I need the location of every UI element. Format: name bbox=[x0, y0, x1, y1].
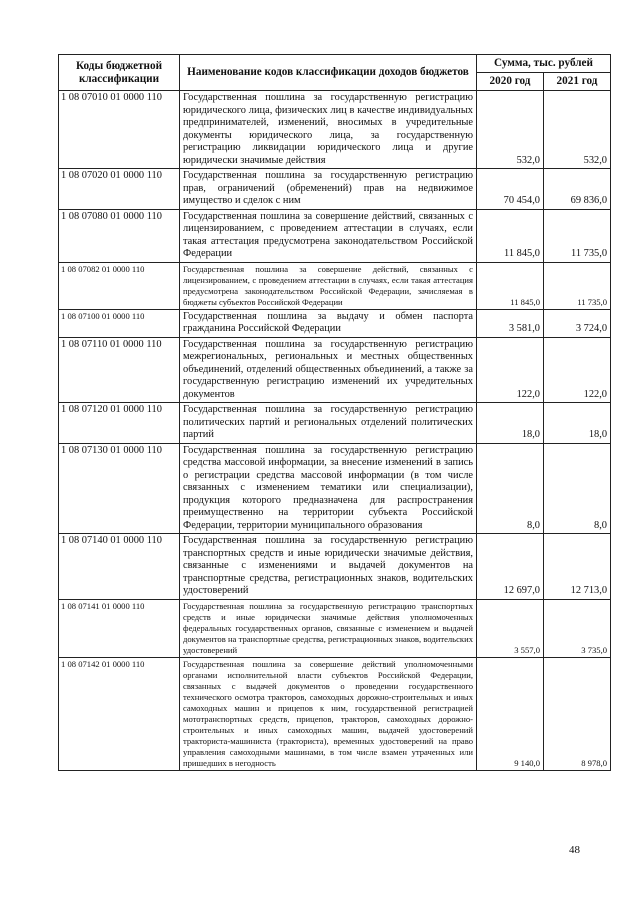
row-code: 1 08 07082 01 0000 110 bbox=[59, 262, 180, 309]
row-code: 1 08 07130 01 0000 110 bbox=[59, 443, 180, 534]
row-name: Государственная пошлина за государственную регистрацию политических партий и региональных отделений политических партий bbox=[180, 403, 477, 444]
table-row bbox=[59, 169, 611, 210]
table-row bbox=[59, 209, 611, 262]
row-code: 1 08 07142 01 0000 110 bbox=[59, 657, 180, 770]
table-row bbox=[59, 403, 611, 444]
row-value-2020: 11 845,0 bbox=[477, 262, 544, 309]
row-value-2021: 122,0 bbox=[544, 337, 611, 403]
row-name: Государственная пошлина за совершение действий, связанных с лицензированием, с проведением аттестации в случаях, если такая аттестация предусмотрена законодательством Российской Федерации, зачисляемая в бюджеты субъектов Российской Федерации bbox=[180, 262, 477, 309]
row-code: 1 08 07141 01 0000 110 bbox=[59, 599, 180, 657]
row-code: 1 08 07020 01 0000 110 bbox=[59, 169, 180, 210]
row-value-2020: 12 697,0 bbox=[477, 534, 544, 600]
row-value-2021: 8,0 bbox=[544, 443, 611, 534]
header-sum: Сумма, тыс. рублей bbox=[477, 55, 611, 73]
document-page bbox=[58, 54, 610, 771]
row-value-2020: 532,0 bbox=[477, 91, 544, 169]
row-value-2020: 9 140,0 bbox=[477, 657, 544, 770]
revenue-table bbox=[58, 54, 611, 771]
row-value-2020: 3 557,0 bbox=[477, 599, 544, 657]
row-value-2021: 8 978,0 bbox=[544, 657, 611, 770]
row-name: Государственная пошлина за государственную регистрацию средства массовой информации, за внесение изменений в запись о регистрации средства массовой информации (в том числе связанных с изменением тематики или специализации), продукция которого предназначена для распространения преимущественно на территории субъекта Российской Федерации, территории муниципального образования bbox=[180, 443, 477, 534]
table-row bbox=[59, 599, 611, 657]
table-row bbox=[59, 443, 611, 534]
header-year-2021: 2021 год bbox=[544, 73, 611, 91]
table-row bbox=[59, 309, 611, 337]
row-name: Государственная пошлина за выдачу и обмен паспорта гражданина Российской Федерации bbox=[180, 309, 477, 337]
row-value-2020: 122,0 bbox=[477, 337, 544, 403]
row-value-2020: 18,0 bbox=[477, 403, 544, 444]
row-code: 1 08 07010 01 0000 110 bbox=[59, 91, 180, 169]
row-value-2020: 8,0 bbox=[477, 443, 544, 534]
row-code: 1 08 07100 01 0000 110 bbox=[59, 309, 180, 337]
row-name: Государственная пошлина за государственную регистрацию межрегиональных, региональных и местных общественных объединений, отделений общественных объединений, а также за государственную регистрацию изменений их учредительных документов bbox=[180, 337, 477, 403]
row-name: Государственная пошлина за совершение действий, связанных с лицензированием, с проведением аттестации в случаях, если такая аттестация предусмотрена законодательством Российской Федерации bbox=[180, 209, 477, 262]
row-name: Государственная пошлина за государственную регистрацию транспортных средств и иные юридически значимые действия, связанные с изменениями и выдачей документов на транспортные средства, регистрационных знаков, водительских удостоверений bbox=[180, 534, 477, 600]
row-value-2021: 532,0 bbox=[544, 91, 611, 169]
header-name: Наименование кодов классификации доходов бюджетов bbox=[180, 55, 477, 91]
row-value-2021: 11 735,0 bbox=[544, 262, 611, 309]
header-code: Коды бюджетной классификации bbox=[59, 55, 180, 91]
row-name: Государственная пошлина за совершение действий уполномоченными органами исполнительной власти субъектов Российской Федерации, связанных с выдачей документов о проведении государственного технического осмотра тракторов, самоходных дорожно-строительных и иных самоходных машин и прицепов к ним, государственной регистрацией мототранспортных средств, прицепов, тракторов, самоходных дорожно-строительных и иных самоходных машин, выдачей удостоверений тракториста-машиниста (тракториста), временных удостоверений на право управления самоходными машинами, в том числе взамен утраченных или пришедших в негодность bbox=[180, 657, 477, 770]
table-row bbox=[59, 534, 611, 600]
row-value-2020: 11 845,0 bbox=[477, 209, 544, 262]
table-row bbox=[59, 91, 611, 169]
row-value-2021: 12 713,0 bbox=[544, 534, 611, 600]
row-value-2021: 18,0 bbox=[544, 403, 611, 444]
row-value-2021: 3 724,0 bbox=[544, 309, 611, 337]
row-value-2021: 11 735,0 bbox=[544, 209, 611, 262]
header-year-2020: 2020 год bbox=[477, 73, 544, 91]
row-code: 1 08 07110 01 0000 110 bbox=[59, 337, 180, 403]
row-name: Государственная пошлина за государственную регистрацию транспортных средств и иные юридически значимые действия уполномоченных федеральных государственных органов, связанные с изменением и выдачей документов на транспортные средства, регистрационных знаков, водительских удостоверений bbox=[180, 599, 477, 657]
row-name: Государственная пошлина за государственную регистрацию прав, ограничений (обременений) прав на недвижимое имущество и сделок с ним bbox=[180, 169, 477, 210]
row-code: 1 08 07140 01 0000 110 bbox=[59, 534, 180, 600]
table-row bbox=[59, 262, 611, 309]
page-number: 48 bbox=[569, 844, 580, 856]
row-value-2020: 3 581,0 bbox=[477, 309, 544, 337]
table-row bbox=[59, 337, 611, 403]
row-value-2021: 69 836,0 bbox=[544, 169, 611, 210]
table-row bbox=[59, 657, 611, 770]
row-code: 1 08 07080 01 0000 110 bbox=[59, 209, 180, 262]
row-code: 1 08 07120 01 0000 110 bbox=[59, 403, 180, 444]
row-value-2021: 3 735,0 bbox=[544, 599, 611, 657]
row-name: Государственная пошлина за государственную регистрацию юридического лица, физических лиц в качестве индивидуальных предпринимателей, изменений, вносимых в учредительные документы юридического лица, за государственную регистрацию ликвидации юридического лица и другие юридически значимые действия bbox=[180, 91, 477, 169]
row-value-2020: 70 454,0 bbox=[477, 169, 544, 210]
